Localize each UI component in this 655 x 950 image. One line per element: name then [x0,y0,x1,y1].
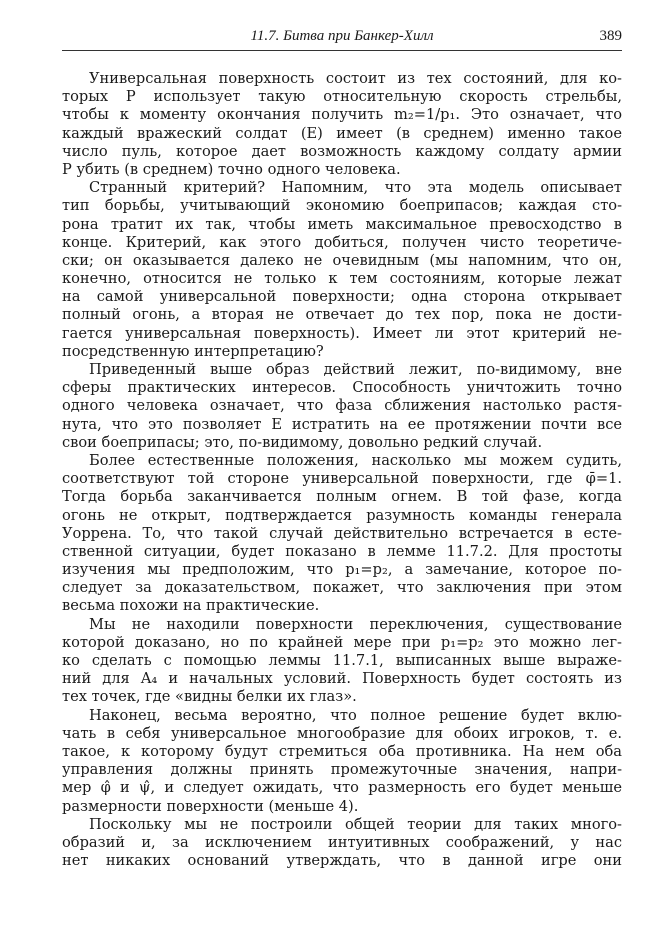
text-line: Приведенный выше образ действий лежит, по-видимому, вне [89,361,622,378]
text-line: рона тратит их так, чтобы иметь максимальное превосходство в [62,215,622,233]
paragraph [62,616,622,707]
text-line: тип борьбы, учитывающий экономию боеприпасов; каждая сто- [62,197,622,215]
text-line: торых P использует такую относительную скорость стрельбы, [62,88,622,106]
page-body [62,70,622,870]
text-line: сферы практических интересов. Способность уничтожить точно [62,379,622,397]
text-line: чтобы к моменту окончания получить m₂=1/p₁. Это означает, что [62,106,622,124]
text-line: ственной ситуации, будет показано в лемме 11.7.2. Для простоты [62,542,622,560]
text-line: которой доказано, но по крайней мере при p₁=p₂ это можно лег- [62,633,622,651]
paragraph [62,452,622,616]
paragraph [62,70,622,179]
text-line: управления должны принять промежуточные значения, напри- [62,761,622,779]
text-line: P убить (в среднем) точно одного человека. [62,160,401,178]
text-line: одного человека означает, что фаза сближения настолько растя- [62,397,622,415]
text-line: число пуль, которое дает возможность каждому солдату армии [62,142,622,160]
text-line: конечно, относится не только к тем состояниям, которые лежат [62,270,622,288]
page-header [62,26,622,51]
text-line: такое, к которому будут стремиться оба противника. На нем оба [62,742,622,760]
text-line: Уоррена. То, что такой случай действительно встречается в есте- [62,524,622,542]
text-line: мер φ̂ и ψ̂, и следует ожидать, что размерность его будет меньше [62,779,622,797]
page-number: 389 [599,28,622,44]
text-line: ски; он оказывается далеко не очевидным (мы напомним, что он, [62,251,622,269]
text-line: гается универсальная поверхность). Имеет ли этот критерий не- [62,324,622,342]
text-line: ний для A₄ и начальных условий. Поверхность будет состоять из [62,670,622,688]
text-line: тех точек, где «видны белки их глаз». [62,688,357,706]
text-line: огонь не открыт, подтверждается разумность команды генерала [62,506,622,524]
text-line: свои боеприпасы; это, по-видимому, довольно редкий случай. [62,433,543,451]
paragraph [62,816,622,871]
text-line: нута, что это позволяет E истратить на ее протяжении почти все [62,415,622,433]
text-line: Мы не находили поверхности переключения, существование [89,615,622,633]
text-line: чать в себя универсальное многообразие для обоих игроков, т. е. [62,724,622,742]
text-line: каждый вражеский солдат (E) имеет (в среднем) именно такое [62,124,622,142]
text-line: конце. Критерий, как этого добиться, получен чисто теоретиче- [62,233,622,251]
paragraph [62,361,622,452]
text-line: Странный критерий? Напомним, что эта модель описывает [89,179,622,197]
paragraph [62,707,622,816]
text-line: изучения мы предположим, что p₁=p₂, а замечание, которое по- [62,561,622,579]
text-line: посредственную интерпретацию? [62,342,324,360]
text-line: соответствуют той стороне универсальной поверхности, где φ̄=1. [62,470,622,488]
text-line: на самой универсальной поверхности; одна сторона открывает [62,288,622,306]
text-line: полный огонь, а вторая не отвечает до тех пор, пока не дости- [62,306,622,324]
text-line: нет никаких оснований утверждать, что в данной игре они [62,852,622,870]
text-line: Универсальная поверхность состоит из тех состояний, для ко- [89,70,622,87]
text-line: следует за доказательством, покажет, что заключения при этом [62,579,622,597]
text-line: образий и, за исключением интуитивных соображений, у нас [62,833,622,851]
paragraph [62,179,622,361]
running-title: 11.7. Битва при Банкер-Хилл [250,28,434,44]
text-line: Более естественные положения, насколько мы можем судить, [89,451,622,469]
text-line: Наконец, весьма вероятно, что полное решение будет вклю- [89,706,622,724]
text-line: Тогда борьба заканчивается полным огнем. В той фазе, когда [62,488,622,506]
text-line: Поскольку мы не построили общей теории для таких много- [89,815,622,833]
text-line: ко сделать с помощью леммы 11.7.1, выписанных выше выраже- [62,652,622,669]
text-line: размерности поверхности (меньше 4). [62,797,359,815]
text-line: весьма похожи на практические. [62,597,320,615]
